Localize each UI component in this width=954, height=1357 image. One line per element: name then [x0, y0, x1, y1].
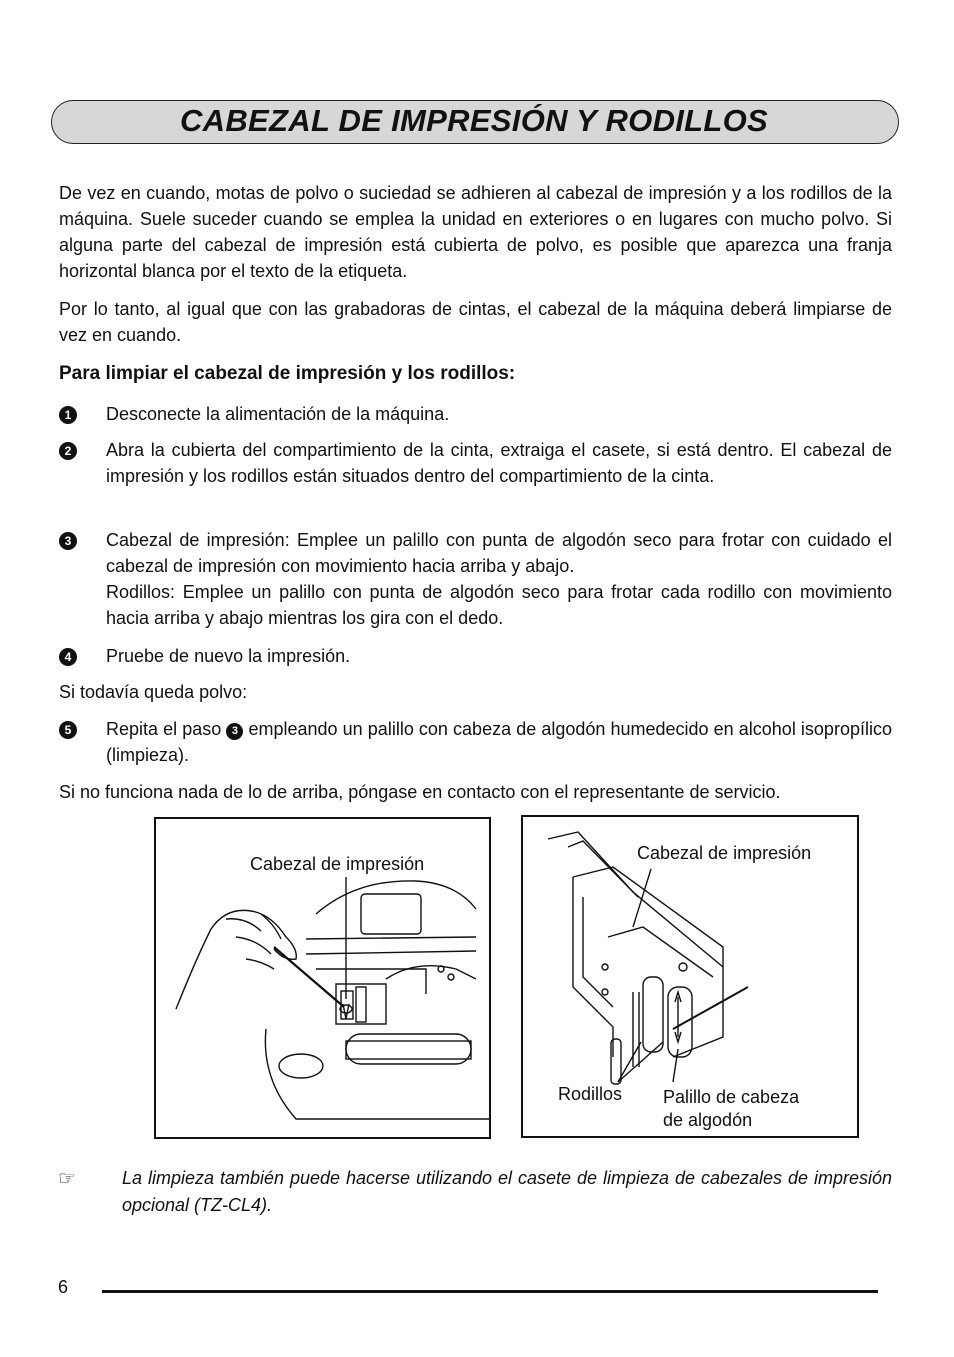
step-number-badge: 2: [59, 442, 77, 460]
page-number: 6: [58, 1277, 69, 1297]
step-text: Abra la cubierta del compartimiento de la cinta, extraiga el casete, si está dentro. El cabezal de impresión y los rodillos están situados dentro del compartimiento de la cinta.: [106, 440, 892, 486]
step-2: [59, 437, 892, 489]
step-text: Pruebe de nuevo la impresión.: [106, 646, 351, 666]
closing-line: Si no funciona nada de lo de arriba, póngase en contacto con el representante de servicio.: [59, 782, 781, 802]
procedure-heading: Para limpiar el cabezal de impresión y los rodillos:: [59, 363, 516, 384]
step-number-badge: 5: [59, 721, 77, 739]
figure-label-print-head: Cabezal de impresión: [637, 843, 812, 863]
intro-paragraph-2: Por lo tanto, al igual que con las grabadoras de cintas, el cabezal de la máquina deberá limpiarse de vez en cuando.: [59, 299, 892, 345]
figure-print-head-and-rollers: [521, 815, 859, 1138]
step-number-badge: 4: [59, 648, 77, 666]
figure-label-print-head: Cabezal de impresión: [250, 854, 425, 874]
step-text: Desconecte la alimentación de la máquina.: [106, 404, 450, 424]
page-title: CABEZAL DE IMPRESIÓN Y RODILLOS: [180, 103, 769, 138]
step-number-badge: 3: [59, 532, 77, 550]
print-head-cleaning-illustration: [156, 819, 489, 1137]
note-text: La limpieza también puede hacerse utilizando el casete de limpieza de cabezales de impresión opcional (TZ-CL4).: [122, 1168, 892, 1215]
figure-label-rollers: Rodillos: [558, 1084, 623, 1104]
figure-cleaning-print-head: [154, 817, 491, 1139]
figure-label-swab-line-1: Palillo de cabeza: [663, 1087, 800, 1107]
pointing-hand-icon: ☞: [58, 1168, 76, 1190]
figure-label-swab-line-2: de algodón: [663, 1110, 753, 1130]
step-text-rollers: Rodillos: Emplee un palillo con punta de algodón seco para frotar cada rodillo con movimiento hacia arriba y abajo mientras los gira con el dedo.: [106, 582, 892, 628]
step-text: [106, 716, 892, 768]
step-text-print-head: Cabezal de impresión: Emplee un palillo con punta de algodón seco para frotar con cuidado el cabezal de impresión con movimiento hacia arriba y abajo.: [106, 530, 892, 576]
step-5: [59, 716, 892, 768]
print-head-rollers-illustration: [523, 817, 857, 1136]
step-4: [59, 643, 892, 669]
step-text-before: Repita el paso: [106, 719, 222, 739]
dust-line: Si todavía queda polvo:: [59, 682, 248, 702]
step-3: [59, 527, 892, 631]
footer-rule: [102, 1290, 878, 1293]
step-text-after: empleando un palillo con cabeza de algodón humedecido en alcohol isopropílico (limpieza).: [106, 719, 892, 765]
section-title-bar: [51, 100, 899, 144]
step-number-badge: 1: [59, 406, 77, 424]
intro-paragraph-1: De vez en cuando, motas de polvo o suciedad se adhieren al cabezal de impresión y a los rodillos de la máquina. Suele suceder cuando se emplea la unidad en exteriores o en lugares con mucho polvo. Si alguna parte del cabezal de impresión está cubierta de polvo, es posible que aparezca una franja horizontal blanca por el texto de la etiqueta.: [59, 183, 892, 281]
step-reference-badge: 3: [226, 723, 243, 740]
step-1: [59, 401, 892, 427]
